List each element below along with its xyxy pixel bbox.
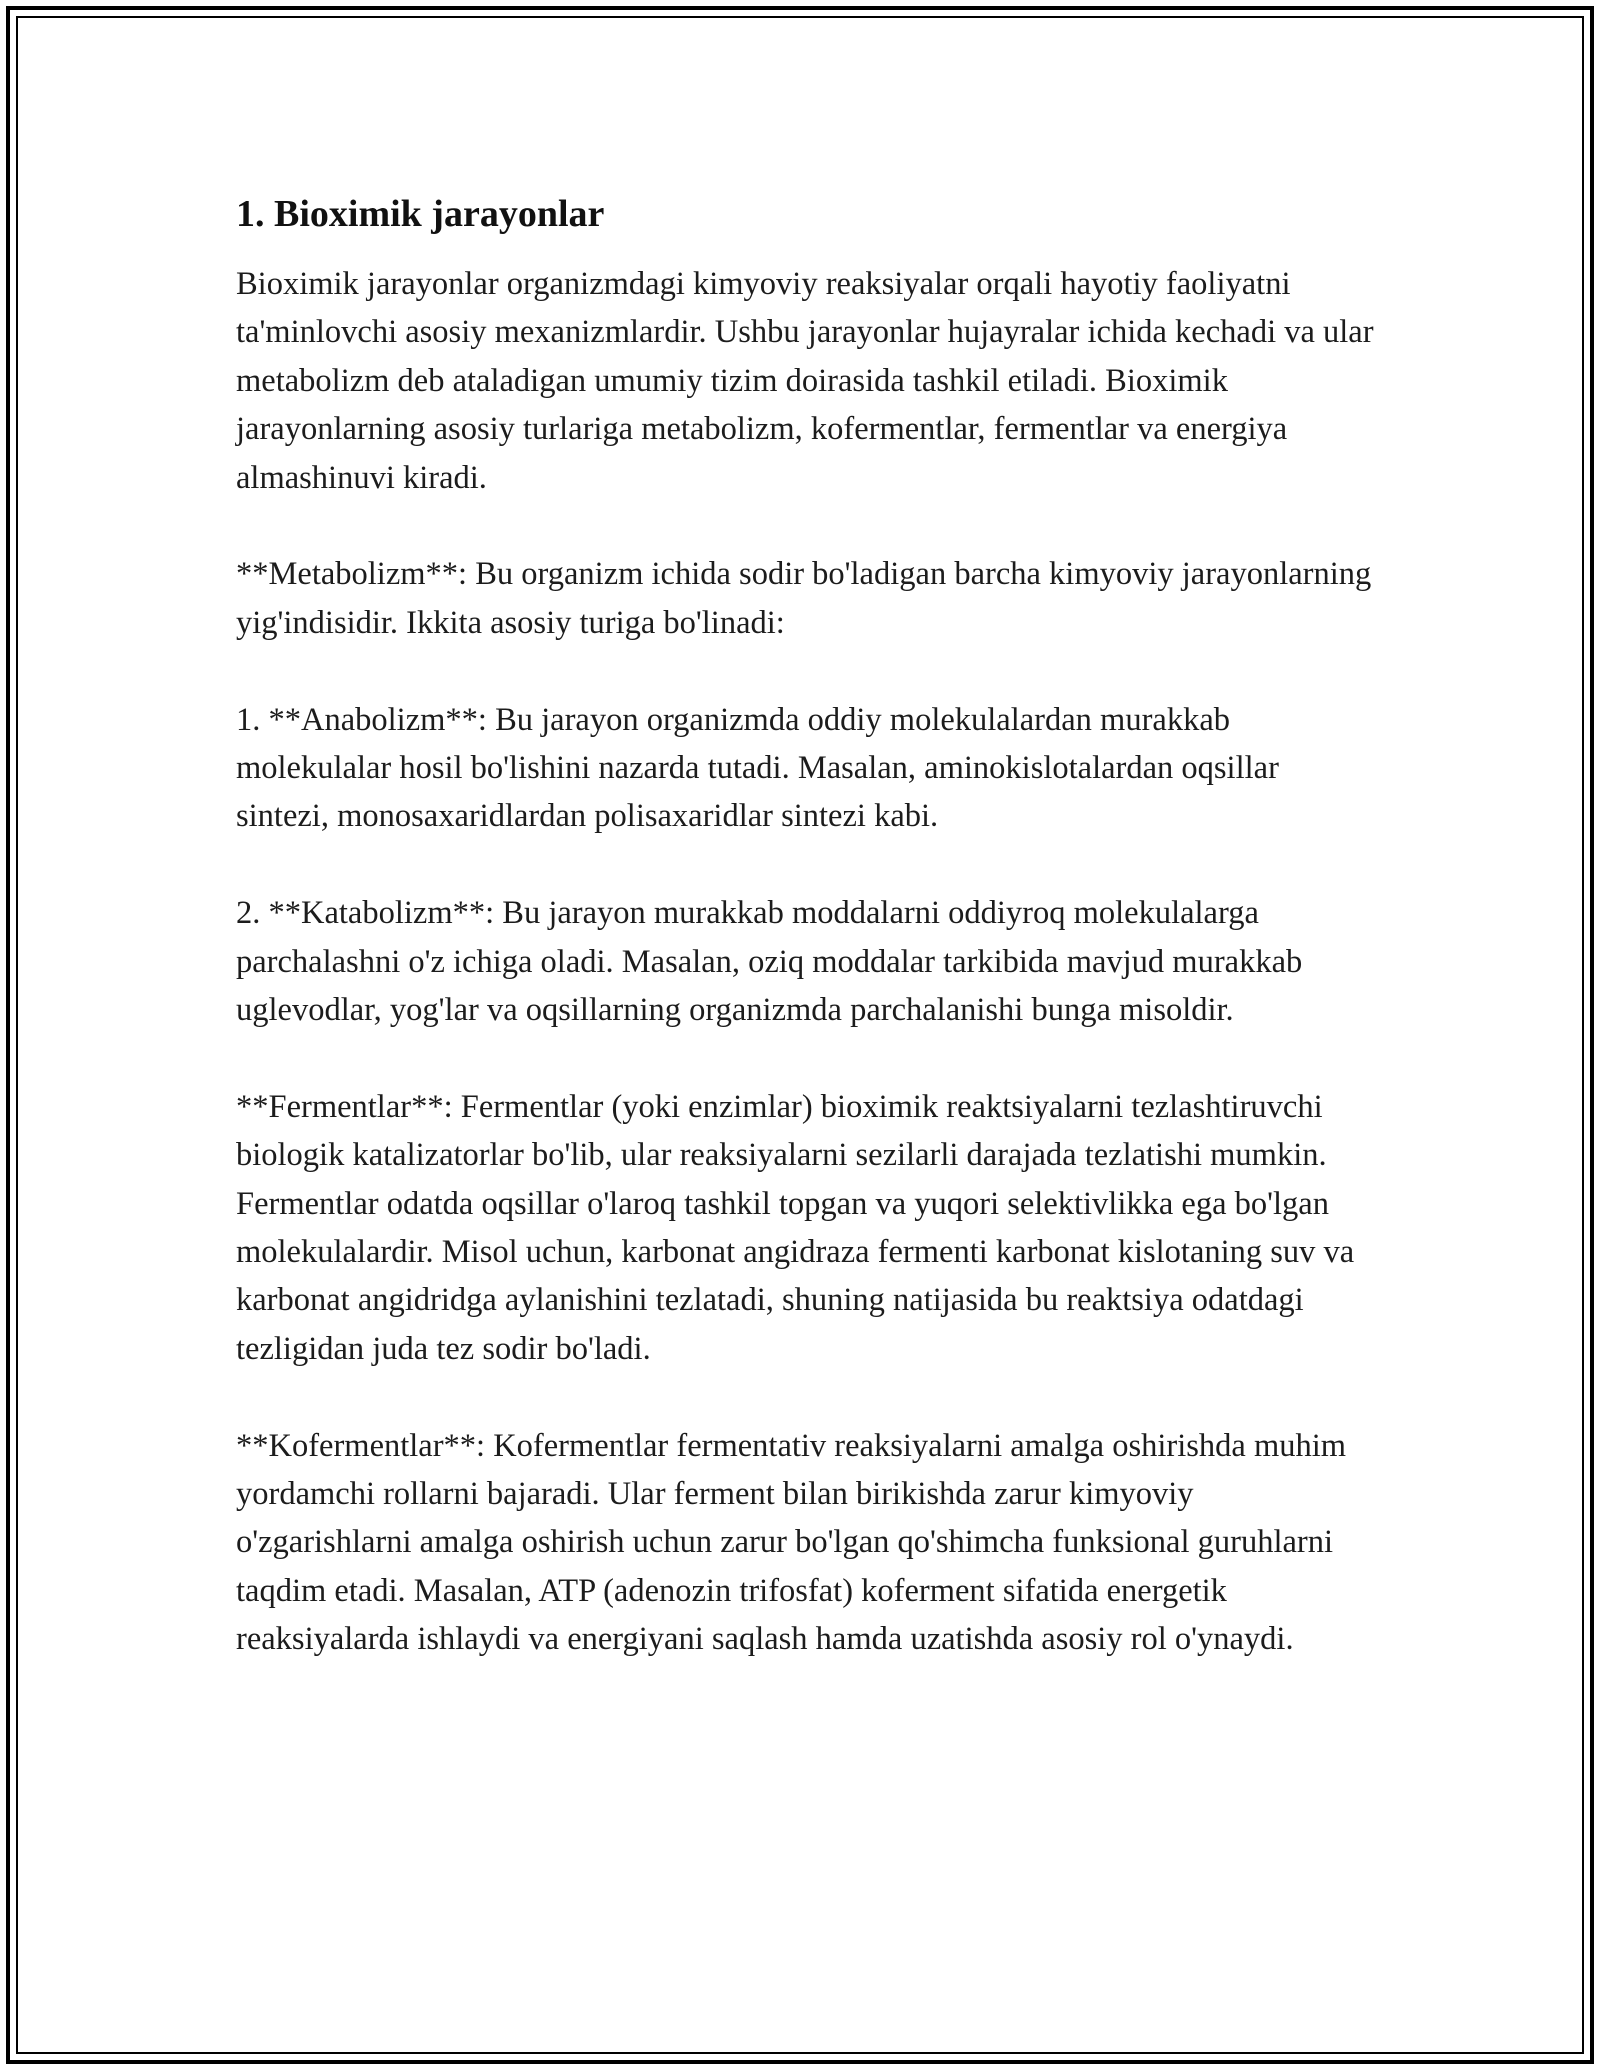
paragraph-intro: Bioximik jarayonlar organizmdagi kimyoviy reaksiyalar orqali hayotiy faoliyatni ta'minlovchi asosiy mexanizmlardir. Ushbu jarayonlar hujayralar ichida kechadi va ular metabolizm deb ataladigan umumiy tizim doirasida tashkil etiladi. Bioximik jarayonlarning asosiy turlariga metabolizm, kofermentlar, fermentlar va energiya almashinuvi kiradi. — [236, 266, 1374, 496]
paragraph-fermentlar: **Fermentlar**: Fermentlar (yoki enzimlar) bioximik reaktsiyalarni tezlashtiruvchi biologik katalizatorlar bo'lib, ular reaksiyalarni sezilarli darajada tezlatishi mumkin. Fermentlar odatda oqsillar o'laroq tashkil topgan va yuqori selektivlikka ega bo'lgan molekulalardir. Misol uchun, karbonat angidraza fermenti karbonat kislotaning suv va karbonat angidridga aylanishini tezlatadi, shuning natijasida bu reaktsiya odatdagi tezligidan juda tez sodir bo'ladi. — [236, 1088, 1355, 1367]
paragraph-kofermentlar: **Kofermentlar**: Kofermentlar fermentativ reaksiyalarni amalga oshirishda muhim yordamchi rollarni bajaradi. Ular ferment bilan birikishda zarur kimyoviy o'zgarishlarni amalga oshirish uchun zarur bo'lgan qo'shimcha funksional guruhlarni taqdim etadi. Masalan, ATP (adenozin trifosfat) koferment sifatida energetik reaksiyalarda ishlaydi va energiyani saqlash hamda uzatishda asosiy rol o'ynaydi. — [236, 1427, 1347, 1658]
section-heading: 1. Bioximik jarayonlar — [236, 193, 605, 235]
paragraph-katabolizm: 2. **Katabolizm**: Bu jarayon murakkab moddalarni oddiyroq molekulalarga parchalashni o'z ichiga oladi. Masalan, oziq moddalar tarkibida mavjud murakkab uglevodlar, yog'lar va oqsillarning organizmda parchalanishi bunga misoldir. — [236, 895, 1303, 1029]
document-body — [236, 188, 1376, 1712]
paragraph-metabolizm: **Metabolizm**: Bu organizm ichida sodir bo'ladigan barcha kimyoviy jarayonlarning yig'indisidir. Ikkita asosiy turiga bo'linadi: — [236, 556, 1372, 641]
paragraph-anabolizm: 1. **Anabolizm**: Bu jarayon organizmda oddiy molekulalardan murakkab molekulalar hosil bo'lishini nazarda tutadi. Masalan, aminokislotalardan oqsillar sintezi, monosaxaridlardan polisaxaridlar sintezi kabi. — [236, 701, 1279, 835]
